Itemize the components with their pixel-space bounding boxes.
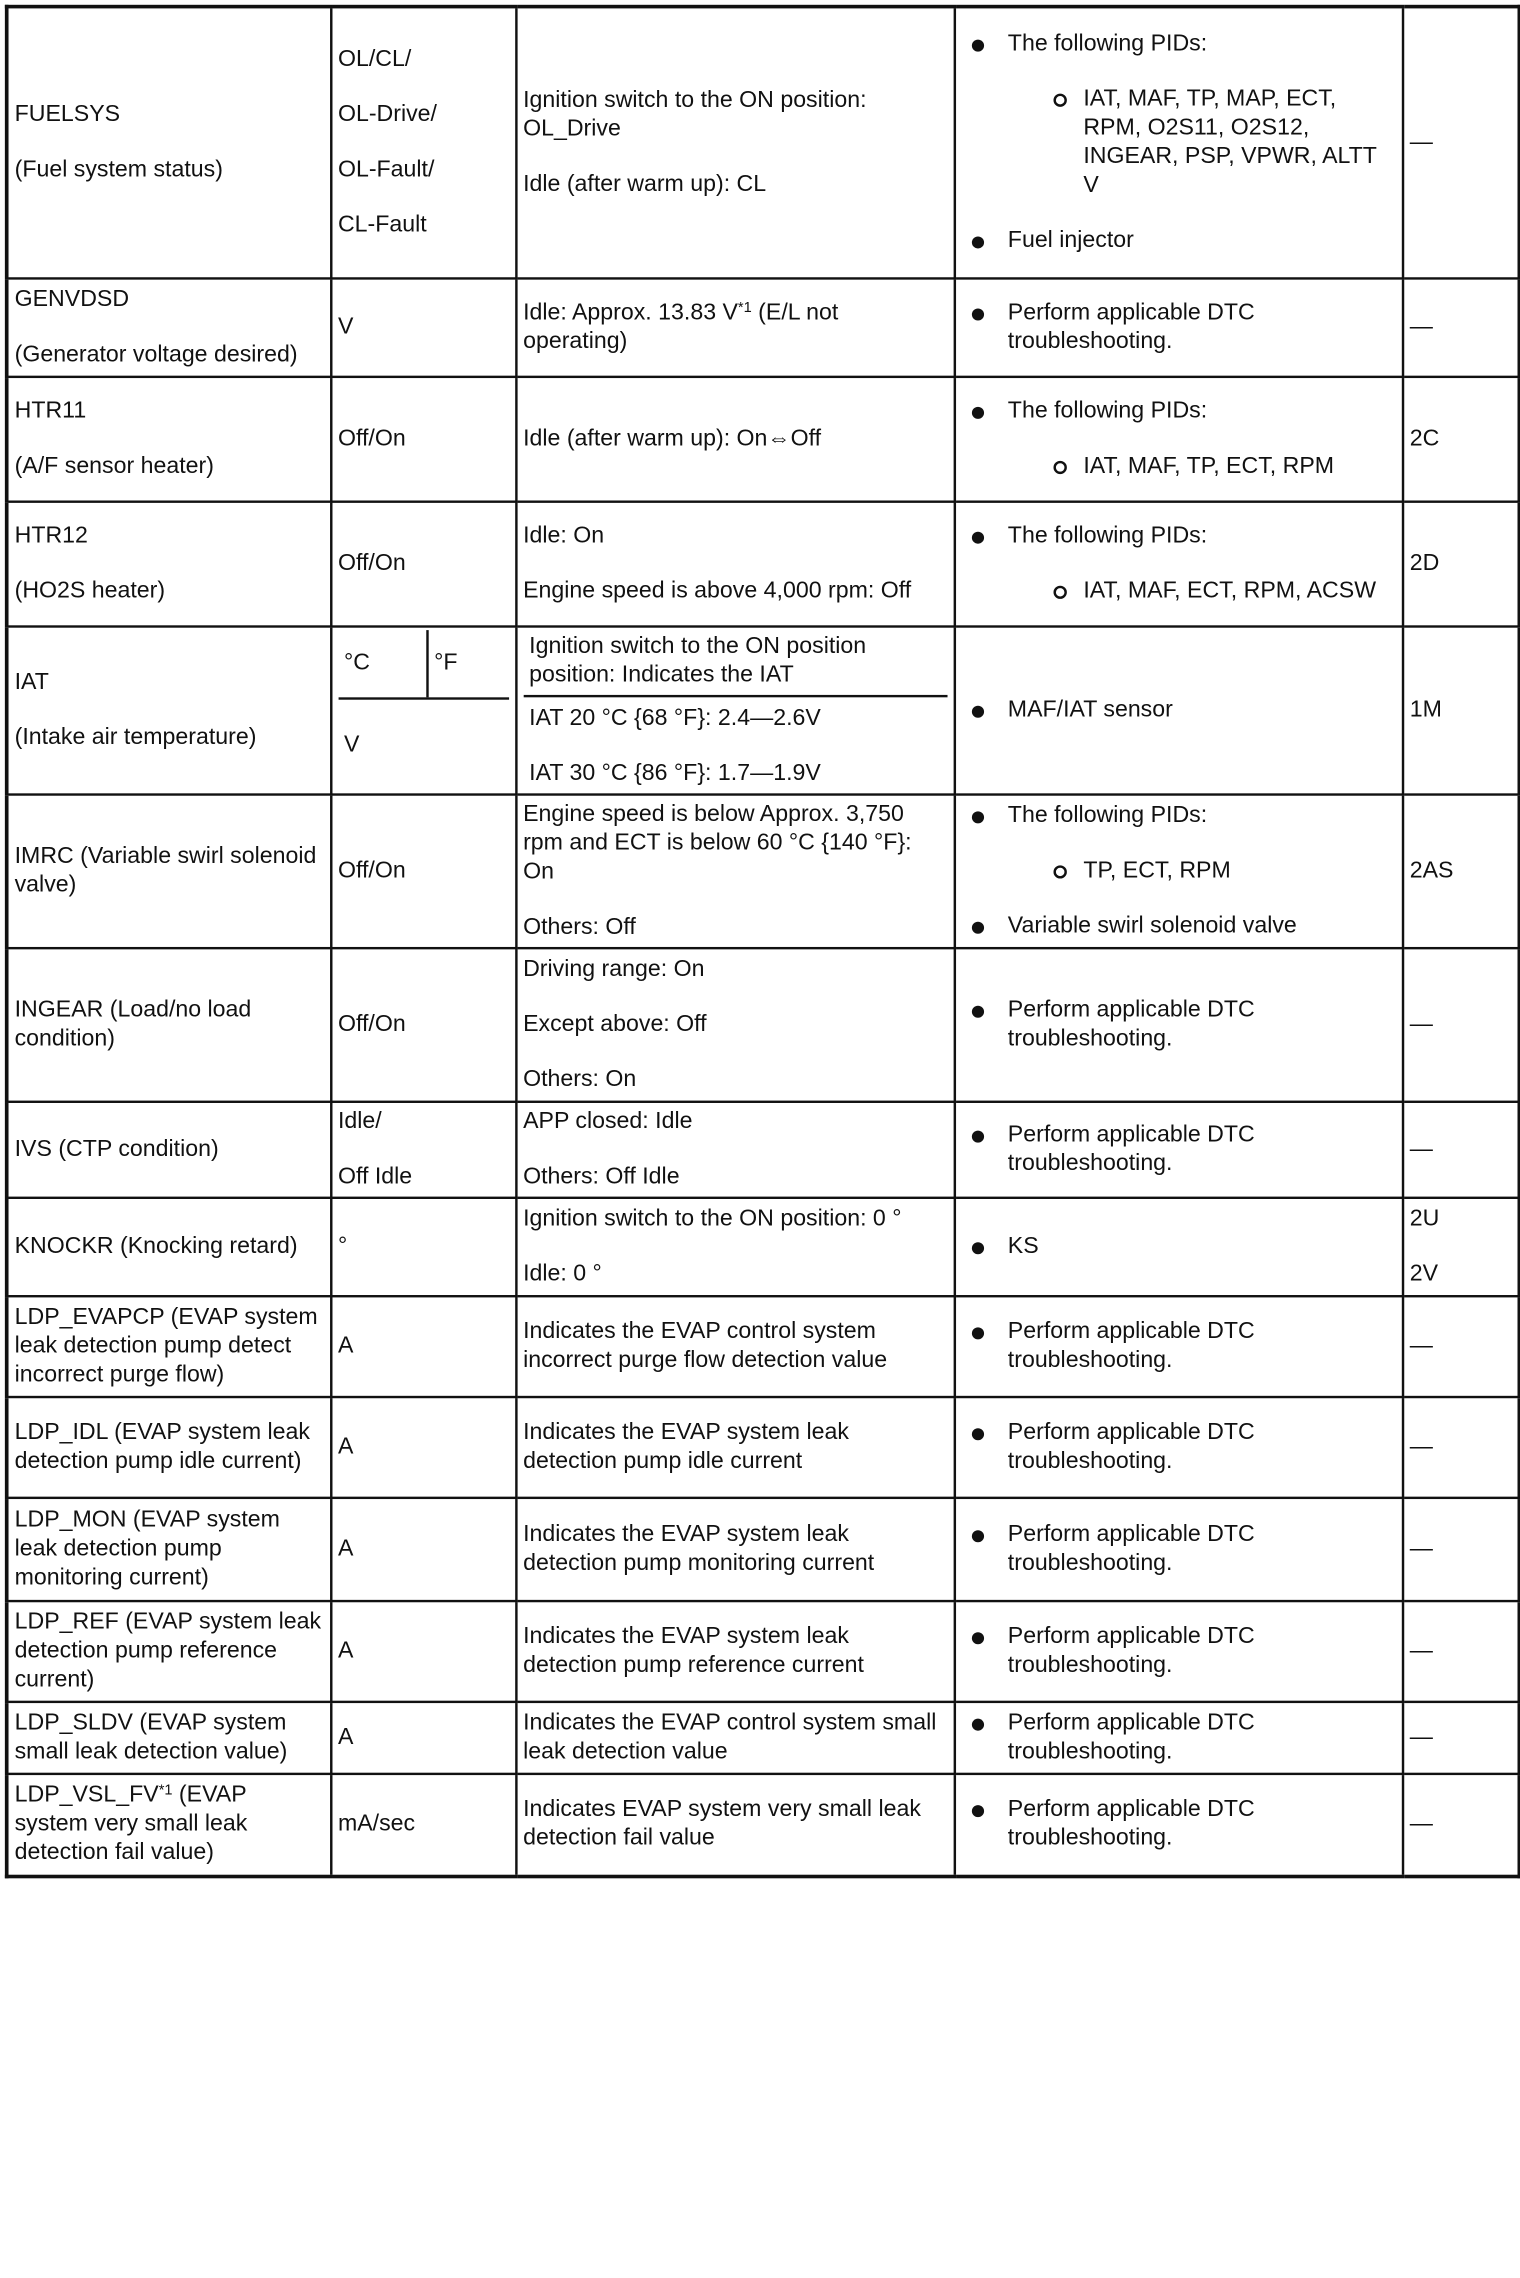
pid-name-cell: INGEAR (Load/no load condition) [7, 948, 331, 1102]
condition-text: Except above: Off [523, 1011, 707, 1037]
condition-text: Ignition switch to the ON position: OL_Drive [523, 87, 867, 142]
table-row [7, 1497, 1520, 1600]
action-cell [954, 1396, 1402, 1497]
terminal-cell: — [1402, 1296, 1519, 1397]
condition-voltage [523, 697, 947, 791]
sub-list-item: IAT, MAF, TP, ECT, RPM [1083, 452, 1395, 481]
condition-text: (E/L not operating) [523, 299, 839, 354]
list-item: Perform applicable DTC troubleshooting. [1008, 1120, 1395, 1178]
pid-name: HTR12 [14, 522, 88, 548]
sub-list-item: IAT, MAF, ECT, RPM, ACSW [1083, 577, 1395, 606]
terminal-cell: 2C [1402, 376, 1519, 501]
condition-text: APP closed: Idle [523, 1108, 693, 1134]
condition-text: IAT 30 °C {86 °F}: 1.7—1.9V [529, 760, 821, 786]
sub-list [1008, 856, 1395, 885]
pid-name-cell: LDP_SLDV (EVAP system small leak detection value) [7, 1701, 331, 1773]
sub-list-item: TP, ECT, RPM [1083, 856, 1395, 885]
unit-cell: A [331, 1396, 516, 1497]
terminal-cell: — [1402, 7, 1519, 278]
condition-text: Engine speed is above 4,000 rpm: Off [523, 577, 912, 604]
list-item: Perform applicable DTC troubleshooting. [1008, 1520, 1395, 1578]
sub-list-item: IAT, MAF, TP, MAP, ECT, RPM, O2S11, O2S12, INGEAR, PSP, VPWR, ALTT V [1083, 85, 1395, 200]
unit-option: Idle/ [337, 1108, 382, 1134]
table-row [7, 501, 1520, 626]
action-list [962, 1708, 1396, 1766]
action-cell [954, 1701, 1402, 1773]
action-list [962, 801, 1396, 940]
condition-text: Idle: Approx. 13.83 V [523, 299, 738, 325]
pid-name-cell: LDP_EVAPCP (EVAP system leak detection pump detect incorrect purge flow) [7, 1296, 331, 1397]
list-item: Perform applicable DTC troubleshooting. [1008, 1317, 1395, 1375]
action-cell [954, 7, 1402, 278]
unit-cell: Off/On [331, 794, 516, 948]
list-item: KS [1008, 1232, 1395, 1261]
unit-volt: V [344, 731, 360, 757]
pid-name: LDP_VSL_FV [14, 1782, 159, 1808]
list-item [1008, 397, 1395, 481]
condition-text: Engine speed is below Approx. 3,750 rpm and ECT is below 60 °C {140 °F}: On [523, 801, 912, 884]
condition-cell [516, 1197, 954, 1295]
pid-name-cell: IMRC (Variable swirl solenoid valve) [7, 794, 331, 948]
pid-name-cell: LDP_REF (EVAP system leak detection pump reference current) [7, 1600, 331, 1701]
terminal-cell [1402, 1197, 1519, 1295]
list-item [1008, 521, 1395, 605]
action-cell [954, 1197, 1402, 1295]
action-cell [954, 1497, 1402, 1600]
table-row [7, 376, 1520, 501]
action-cell [954, 501, 1402, 626]
action-cell [954, 1101, 1402, 1197]
pid-name-cell [7, 501, 331, 626]
pid-description: (EVAP system very small leak detection fail value) [14, 1782, 248, 1866]
condition-cell [516, 7, 954, 278]
sub-list [1008, 452, 1395, 481]
condition-cell [516, 948, 954, 1102]
terminal-cell: — [1402, 1396, 1519, 1497]
action-list [962, 1622, 1396, 1680]
condition-cell: Indicates the EVAP control system small leak detection value [516, 1701, 954, 1773]
terminal-cell: — [1402, 1600, 1519, 1701]
table-row [7, 7, 1520, 278]
terminal-cell: — [1402, 1701, 1519, 1773]
pid-description: (Intake air temperature) [14, 724, 257, 750]
unit-cell [331, 7, 516, 278]
pid-name: GENVDSD [14, 286, 130, 312]
list-item: Variable swirl solenoid valve [1008, 912, 1395, 941]
terminal-cell: — [1402, 948, 1519, 1102]
action-cell [954, 376, 1402, 501]
condition-text: IAT 20 °C {68 °F}: 2.4—2.6V [529, 705, 821, 731]
list-item [1008, 30, 1395, 200]
action-list [962, 521, 1396, 605]
unit-option: Off Idle [337, 1163, 413, 1189]
terminal-cell: — [1402, 1773, 1519, 1876]
list-item: Perform applicable DTC troubleshooting. [1008, 298, 1395, 356]
condition-text: Others: Off Idle [523, 1163, 680, 1189]
condition-text: Others: Off [523, 913, 636, 940]
pid-name: IAT [14, 669, 49, 695]
condition-text: Idle: 0 ° [523, 1260, 602, 1287]
temperature-units [338, 630, 509, 700]
action-list [962, 1232, 1396, 1261]
pid-name-cell: LDP_MON (EVAP system leak detection pump monitoring current) [7, 1497, 331, 1600]
unit-cell: A [331, 1701, 516, 1773]
terminal-value: 2V [1409, 1260, 1439, 1287]
unit-celsius: °C [338, 630, 428, 697]
unit-cell: Off/On [331, 376, 516, 501]
table-row [7, 1101, 1520, 1197]
unit-cell: Off/On [331, 948, 516, 1102]
action-list [962, 1120, 1396, 1178]
unit-cell: A [331, 1600, 516, 1701]
sub-list [1008, 85, 1395, 200]
action-cell [954, 278, 1402, 376]
action-list [962, 397, 1396, 481]
action-list [962, 1520, 1396, 1578]
action-text: The following PIDs: [1007, 522, 1208, 548]
pid-name-cell: LDP_IDL (EVAP system leak detection pump idle current) [7, 1396, 331, 1497]
terminal-cell: — [1402, 278, 1519, 376]
pid-description: (Fuel system status) [14, 156, 223, 183]
pid-name-cell: IVS (CTP condition) [7, 1101, 331, 1197]
list-item: Perform applicable DTC troubleshooting. [1008, 1622, 1395, 1680]
action-list [962, 1418, 1396, 1476]
unit-cell: V [331, 278, 516, 376]
footnote-marker: *1 [158, 1781, 173, 1799]
list-item: Perform applicable DTC troubleshooting. [1008, 996, 1395, 1054]
table-row [7, 1197, 1520, 1295]
sub-list [1008, 577, 1395, 606]
condition-cell: Indicates EVAP system very small leak detection fail value [516, 1773, 954, 1876]
condition-text: Idle: On [523, 522, 605, 548]
condition-cell [516, 501, 954, 626]
action-text: The following PIDs: [1007, 397, 1208, 424]
action-list [962, 996, 1396, 1054]
unit-option: OL-Drive/ [337, 101, 437, 127]
condition-text: Others: On [523, 1066, 637, 1092]
pid-description: (Generator voltage desired) [14, 341, 298, 367]
condition-cell: Indicates the EVAP system leak detection pump reference current [516, 1600, 954, 1701]
unit-cell: mA/sec [331, 1773, 516, 1876]
action-list [962, 1796, 1396, 1854]
pid-name-cell: KNOCKR (Knocking retard) [7, 1197, 331, 1295]
pid-description: (A/F sensor heater) [14, 453, 214, 479]
unit-option: OL-Fault/ [337, 156, 435, 183]
action-text: The following PIDs: [1007, 30, 1208, 57]
condition-cell [516, 1101, 954, 1197]
terminal-cell: — [1402, 1101, 1519, 1197]
pid-name: HTR11 [14, 397, 87, 424]
unit-option: OL/CL/ [337, 46, 412, 72]
condition-cell: Indicates the EVAP system leak detection pump monitoring current [516, 1497, 954, 1600]
pid-name-cell [7, 278, 331, 376]
list-item: Fuel injector [1008, 227, 1395, 256]
action-list [962, 298, 1396, 356]
terminal-cell: 1M [1402, 626, 1519, 794]
table-row [7, 794, 1520, 948]
pid-name-cell [7, 1773, 331, 1876]
footnote-marker: *1 [737, 298, 752, 316]
condition-text: Driving range: On [523, 955, 705, 982]
condition-cell [516, 794, 954, 948]
pid-name-cell [7, 7, 331, 278]
table-row [7, 1396, 1520, 1497]
table-row [7, 1773, 1520, 1876]
unit-cell [331, 626, 516, 794]
condition-text: Idle (after warm up): CL [523, 171, 767, 197]
pid-table [5, 5, 1520, 1879]
condition-text: Ignition switch to the ON position position: Indicates the IAT [523, 630, 947, 697]
terminal-cell: — [1402, 1497, 1519, 1600]
unit-cell: A [331, 1296, 516, 1397]
action-cell [954, 1296, 1402, 1397]
unit-cell: Off/On [331, 501, 516, 626]
condition-text: Ignition switch to the ON position: 0 ° [523, 1205, 902, 1231]
pid-name-cell [7, 626, 331, 794]
table-row [7, 948, 1520, 1102]
list-item: Perform applicable DTC troubleshooting. [1008, 1796, 1395, 1854]
unit-cell: ° [331, 1197, 516, 1295]
condition-cell [516, 626, 954, 794]
table-row [7, 1701, 1520, 1773]
action-cell [954, 626, 1402, 794]
action-cell [954, 794, 1402, 948]
action-list [962, 1317, 1396, 1375]
unit-fahrenheit: °F [434, 649, 458, 676]
table-row [7, 626, 1520, 794]
list-item: MAF/IAT sensor [1008, 696, 1395, 725]
unit-cell [331, 1101, 516, 1197]
table-row [7, 1600, 1520, 1701]
condition-cell: Idle (after warm up): On⇔Off [516, 376, 954, 501]
condition-cell: Indicates the EVAP system leak detection pump idle current [516, 1396, 954, 1497]
list-item: Perform applicable DTC troubleshooting. [1008, 1418, 1395, 1476]
action-cell [954, 1773, 1402, 1876]
table-row [7, 278, 1520, 376]
list-item [1008, 801, 1395, 885]
action-text: The following PIDs: [1007, 802, 1208, 828]
action-list [962, 696, 1396, 725]
list-item: Perform applicable DTC troubleshooting. [1008, 1708, 1395, 1766]
pid-description: (HO2S heater) [14, 577, 166, 604]
condition-cell [516, 278, 954, 376]
condition-cell: Indicates the EVAP control system incorrect purge flow detection value [516, 1296, 954, 1397]
pid-name: FUELSYS [14, 101, 121, 127]
pid-name-cell [7, 376, 331, 501]
action-cell [954, 1600, 1402, 1701]
unit-option: CL-Fault [337, 212, 427, 238]
table-row [7, 1296, 1520, 1397]
terminal-value: 2U [1409, 1205, 1440, 1231]
unit-cell: A [331, 1497, 516, 1600]
action-list [962, 30, 1396, 256]
terminal-cell: 2D [1402, 501, 1519, 626]
terminal-cell: 2AS [1402, 794, 1519, 948]
action-cell [954, 948, 1402, 1102]
